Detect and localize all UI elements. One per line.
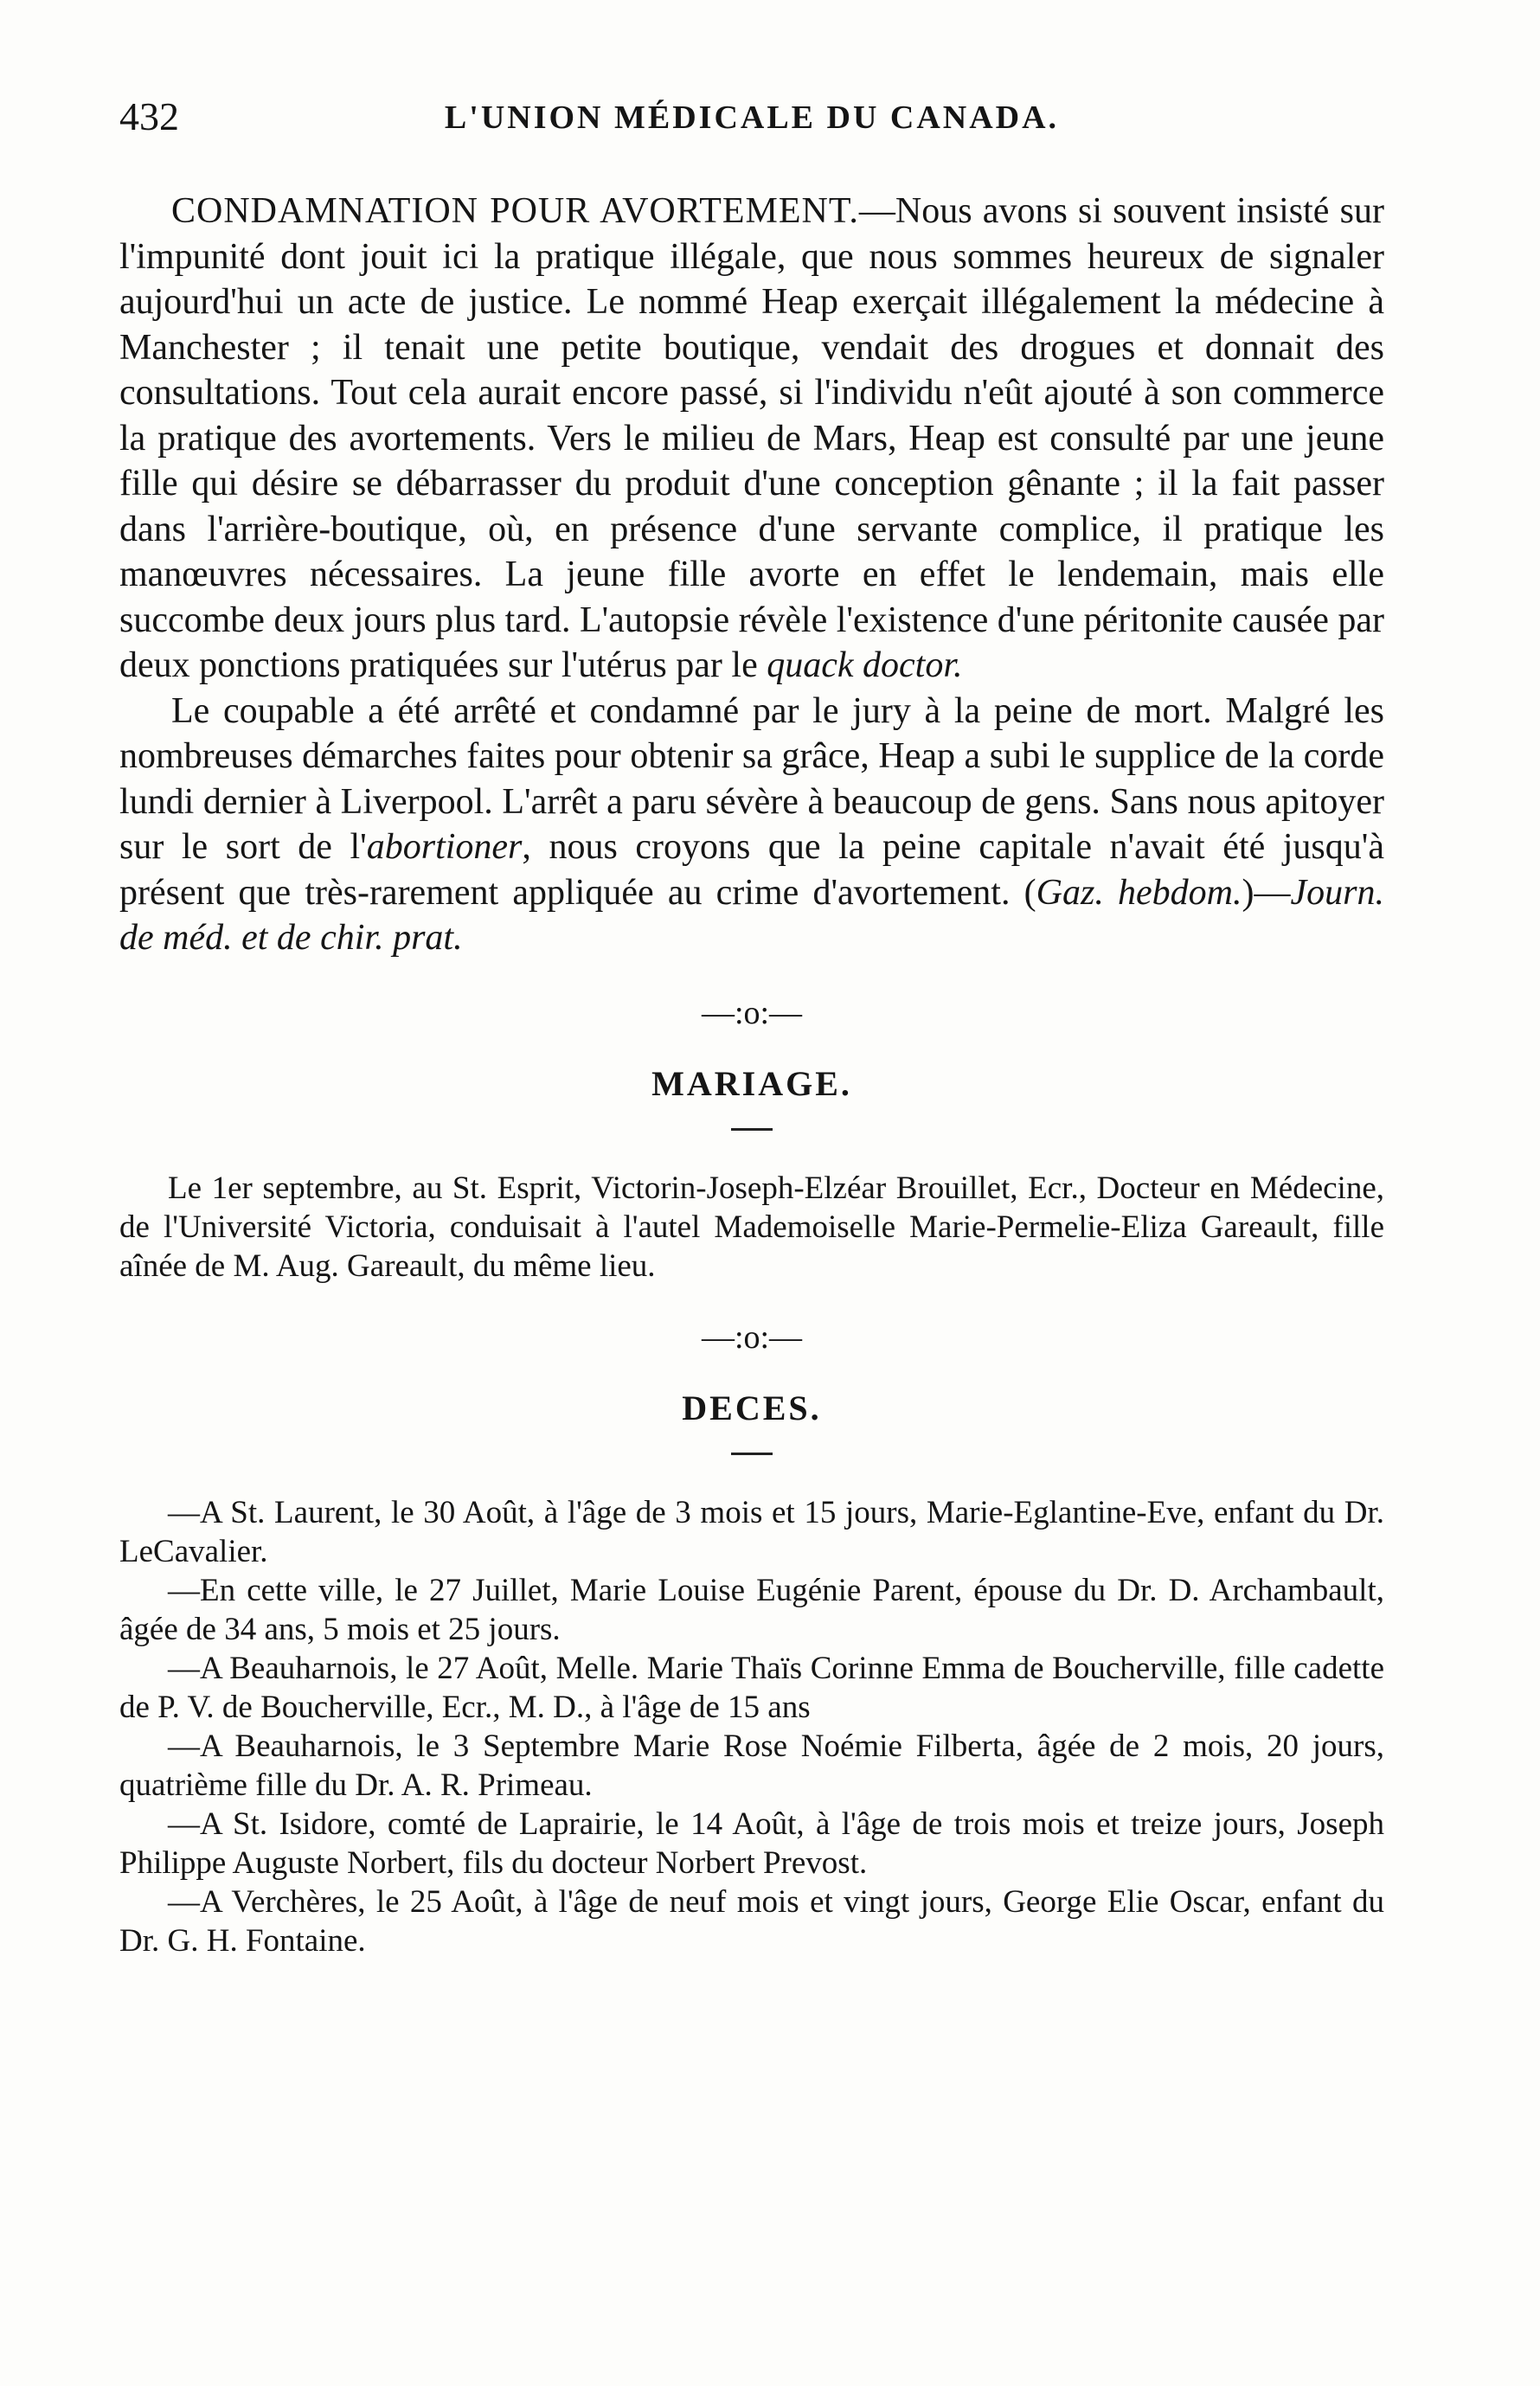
deces-entry: —En cette ville, le 27 Juillet, Marie Louise Eugénie Parent, épouse du Dr. D. Archambault, âgée de 34 ans, 5 mois et 25 jours. — [119, 1572, 1384, 1647]
deces-entry: —A St. Laurent, le 30 Août, à l'âge de 3 mois et 15 jours, Marie-Eglantine-Eve, enfant du Dr. LeCavalier. — [119, 1494, 1384, 1569]
deces-heading: DECES. — [682, 1389, 822, 1427]
article-paragraph-2 — [119, 689, 1384, 961]
mariage-heading: MARIAGE. — [651, 1064, 852, 1103]
article-title: CONDAMNATION POUR AVORTEMENT. — [171, 191, 859, 231]
page-header — [119, 93, 1384, 145]
page-number: 432 — [119, 94, 179, 138]
deces-entry: —A Verchères, le 25 Août, à l'âge de neuf mois et vingt jours, George Elie Oscar, enfant du Dr. G. H. Fontaine. — [119, 1883, 1384, 1959]
deces-section — [119, 1493, 1384, 1960]
article-italic-abortioner: abortioner — [366, 827, 523, 867]
heading-rule-mariage — [731, 1128, 773, 1131]
article-italic-journ: Journ. de méd. et de chir. prat. — [119, 872, 1384, 958]
mariage-section — [119, 1169, 1384, 1286]
heading-rule-deces — [731, 1453, 773, 1455]
deces-entry: —A Beauharnois, le 27 Août, Melle. Marie Thaïs Corinne Emma de Boucherville, fille cadette de P. V. de Boucherville, Ecr., M. D., à l'âge de 15 ans — [119, 1650, 1384, 1725]
article-italic-quack: quack doctor. — [767, 645, 963, 685]
section-separator-2: —:o:— — [701, 1318, 803, 1356]
article-paragraph-1 — [119, 189, 1384, 689]
section-separator-1: —:o:— — [701, 994, 803, 1031]
running-title: L'UNION MÉDICALE DU CANADA. — [444, 99, 1060, 136]
article-text-2b: , nous croyons que la peine capitale n'avait été jusqu'à présent que très-rarement appliquée au crime d'avortement. ( — [119, 827, 1384, 913]
article-text-2c: )— — [1242, 872, 1291, 913]
deces-entry: —A St. Isidore, comté de Laprairie, le 14 Août, à l'âge de trois mois et treize jours, Joseph Philippe Auguste Norbert, fils du docteur Norbert Prevost. — [119, 1806, 1384, 1881]
mariage-text: Le 1er septembre, au St. Esprit, Victorin-Joseph-Elzéar Brouillet, Ecr., Docteur en Médecine, de l'Université Victoria, conduisait à l'autel Mademoiselle Marie-Permelie-Eliza Gareault, fille aînée de M. Aug. Gareault, du même lieu. — [119, 1170, 1384, 1284]
page-body — [119, 189, 1384, 1960]
article-italic-gaz: Gaz. hebdom. — [1036, 872, 1242, 913]
article-text-2a: Le coupable a été arrêté et condamné par le jury à la peine de mort. Malgré les nombreuses démarches faites pour obtenir sa grâce, Heap a subi le supplice de la corde lundi dernier à Liverpool. L'arrêt a paru sévère à beaucoup de gens. Sans nous apitoyer sur le sort de l' — [119, 690, 1384, 867]
deces-entry: —A Beauharnois, le 3 Septembre Marie Rose Noémie Filberta, âgée de 2 mois, 20 jours, quatrième fille du Dr. A. R. Primeau. — [119, 1728, 1384, 1803]
article-text-1a: —Nous avons si souvent insisté sur l'impunité dont jouit ici la pratique illégale, que nous sommes heureux de signaler aujourd'hui un acte de justice. Le nommé Heap exerçait illégalement la médecine à Manchester ; il tenait une petite boutique, vendait des drogues et donnait des consultations. Tout cela aurait encore passé, si l'individu n'eût ajouté à son commerce la pratique des avortements. Vers le milieu de Mars, Heap est consulté par une jeune fille qui désire se débarrasser du produit d'une conception gênante ; il la fait passer dans l'arrière-boutique, où, en présence d'une servante complice, il pratique les manœuvres nécessaires. La jeune fille avorte en effet le lendemain, mais elle succombe deux jours plus tard. L'autopsie révèle l'existence d'une péritonite causée par deux ponctions pratiquées sur l'utérus par le — [119, 191, 1384, 685]
